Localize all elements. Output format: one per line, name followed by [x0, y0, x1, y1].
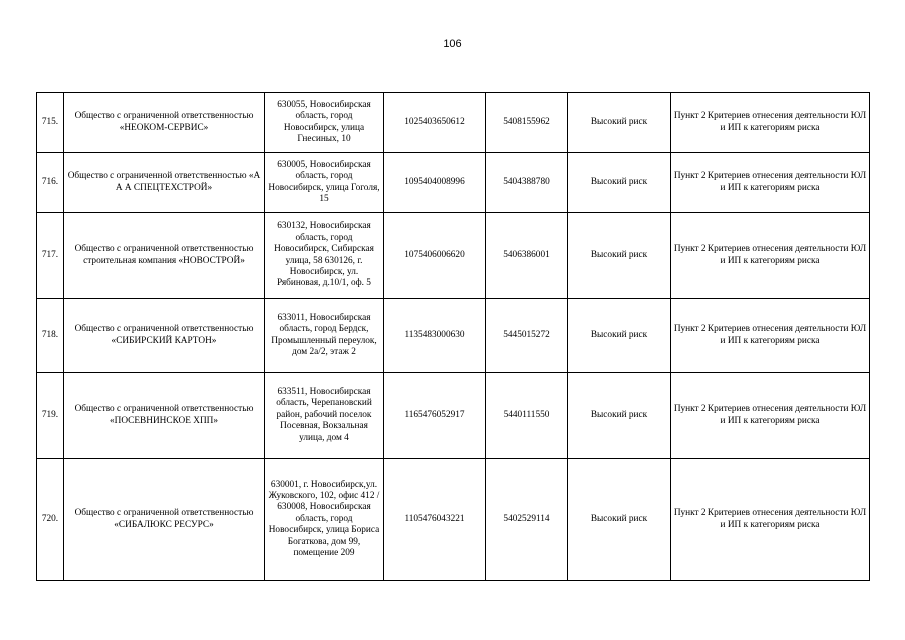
company-address: 630005, Новосибирская область, город Новосибирск, улица Гоголя, 15: [265, 153, 384, 213]
company-name: Общество с ограниченной ответственностью «НЕОКОМ-СЕРВИС»: [64, 93, 265, 153]
row-number: 716.: [37, 153, 64, 213]
risk-level: Высокий риск: [568, 153, 671, 213]
risk-level: Высокий риск: [568, 299, 671, 373]
row-number: 717.: [37, 213, 64, 299]
risk-level: Высокий риск: [568, 373, 671, 459]
ogrn-value: 1105476043221: [384, 459, 486, 581]
ogrn-value: 1095404008996: [384, 153, 486, 213]
risk-criteria: Пункт 2 Критериев отнесения деятельности ЮЛ и ИП к категориям риска: [671, 93, 870, 153]
risk-level: Высокий риск: [568, 213, 671, 299]
row-number: 720.: [37, 459, 64, 581]
risk-criteria: Пункт 2 Критериев отнесения деятельности ЮЛ и ИП к категориям риска: [671, 213, 870, 299]
row-number: 715.: [37, 93, 64, 153]
risk-criteria: Пункт 2 Критериев отнесения деятельности ЮЛ и ИП к категориям риска: [671, 373, 870, 459]
ogrn-value: 1025403650612: [384, 93, 486, 153]
page-number: 106: [443, 38, 462, 50]
risk-level: Высокий риск: [568, 93, 671, 153]
inn-value: 5440111550: [486, 373, 568, 459]
company-address: 633511, Новосибирская область, Черепановский район, рабочий поселок Посевная, Вокзальная улица, дом 4: [265, 373, 384, 459]
company-address: 630001, г. Новосибирск,ул. Жуковского, 102, офис 412 / 630008, Новосибирская область, город Новосибирск, улица Бориса Богаткова, дом 99, помещение 209: [265, 459, 384, 581]
inn-value: 5408155962: [486, 93, 568, 153]
risk-criteria: Пункт 2 Критериев отнесения деятельности ЮЛ и ИП к категориям риска: [671, 299, 870, 373]
row-number: 719.: [37, 373, 64, 459]
ogrn-value: 1165476052917: [384, 373, 486, 459]
risk-criteria: Пункт 2 Критериев отнесения деятельности ЮЛ и ИП к категориям риска: [671, 153, 870, 213]
inn-value: 5406386001: [486, 213, 568, 299]
risk-criteria: Пункт 2 Критериев отнесения деятельности ЮЛ и ИП к категориям риска: [671, 459, 870, 581]
risk-level: Высокий риск: [568, 459, 671, 581]
registry-table: [36, 92, 870, 581]
ogrn-value: 1135483000630: [384, 299, 486, 373]
table-row: [37, 373, 870, 459]
ogrn-value: 1075406006620: [384, 213, 486, 299]
company-address: 630132, Новосибирская область, город Новосибирск, Сибирская улица, 58 630126, г. Новосибирск, ул. Рябиновая, д.10/1, оф. 5: [265, 213, 384, 299]
company-name: Общество с ограниченной ответственностью «ПОСЕВНИНСКОЕ ХПП»: [64, 373, 265, 459]
table-row: [37, 93, 870, 153]
table-row: [37, 153, 870, 213]
table-row: [37, 213, 870, 299]
inn-value: 5402529114: [486, 459, 568, 581]
table-row: [37, 459, 870, 581]
inn-value: 5404388780: [486, 153, 568, 213]
table-row: [37, 299, 870, 373]
company-name: Общество с ограниченной ответственностью «СИБИРСКИЙ КАРТОН»: [64, 299, 265, 373]
inn-value: 5445015272: [486, 299, 568, 373]
row-number: 718.: [37, 299, 64, 373]
company-name: Общество с ограниченной ответственностью «СИБАЛЮКС РЕСУРС»: [64, 459, 265, 581]
company-name: Общество с ограниченной ответственностью строительная компания «НОВОСТРОЙ»: [64, 213, 265, 299]
company-address: 630055, Новосибирская область, город Новосибирск, улица Гнесиных, 10: [265, 93, 384, 153]
company-name: Общество с ограниченной ответственностью «А А А СПЕЦТЕХСТРОЙ»: [64, 153, 265, 213]
company-address: 633011, Новосибирская область, город Бердск, Промышленный переулок, дом 2а/2, этаж 2: [265, 299, 384, 373]
